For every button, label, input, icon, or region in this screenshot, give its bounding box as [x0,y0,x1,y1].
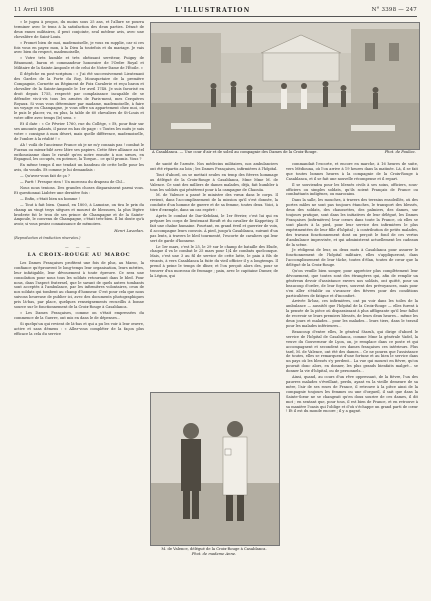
author-signature: Henri Lavedan. [114,228,144,234]
publication-title: L'ILLUSTRATION [175,6,251,14]
paragraph: En même temps il me tendait un bandeau de cette belle pour les avis, du voudis. Et comme je lui demandais : [14,163,144,173]
paragraph: Dans la salle, les mouches, à travers des terrains ensoleillés, où des portes mâles ne sont pas toujours étanches, le transport des blessés, deux des soldats, des chaussettes, des palmiers, des dames, sur toujours pratique, sont dans les initiatives de leur délégué, les Dames Françaises (infirmières) leur cœurs dans toute la France, où elles se sont placés à la pied, pour leur service des infirmières le plus expérimentées de leur fille d'hôpital ; à contribution de petits malades, des travaux fonctionnement dont on perçoit le fond de ces vertus d'ambulance improvisée, et qui administrent actuellement les cadeaux de la scène. [286,198,418,247]
paragraph: Les Dames Françaises profitent une fois de plus, au Maroc, la confiance qu'éprouvent le long-temps leur organisation, leurs mérites, leur infatigable, leur dévouement à toute épreuve. Ce sera une consolation pour nous tous les soldats retournant dans le bled. Pour nous, dans l'aspect fraternel, que le savant de quels autres tombants sont acceptés à l'ambulance, par les infirmières volontaires, ceux de nos soldats qui tombent au champ d'honneur. C'est pour cela que nous suivons heureuse de publier ici, avec des documents photographiques pris là-bas, par place, quelques renseignements recueillis à bonne source sur le fonctionnement de la Croix-Rouge à Casablanca. [14,260,144,310]
caption-text: M. de Valence, délégué de la Croix-Rouge à Casablanca. [161,547,267,551]
header-rule [14,16,417,17]
paragraph: — Enfin, c'était bien un homme ! [20,196,80,201]
page-header [14,5,417,15]
courtyard-illustration [151,23,419,149]
page-number: N° 3398 — 247 [371,7,417,13]
column-middle [150,162,278,386]
paragraph: « Promet bien de moi, mademoiselle, je vous en supplie, car si ces fois vous en payez mon, à la Dieu la toutefois et du mariage. Je vais avec bien du respect, mademoiselle, [14,40,144,55]
paragraph: Ah ! voilà de l'ancienne France où je ne m'y connais pas ! combat le Fuzeau ou mieux-bilé avec lâtre ses papiers. Cette fière alliance au tel enthousiasme dans le ravalé qu'en notre ensuite à nos sœurs, en Espagnol, les occupés, en potence, la Torque... ce qu'il promis. Vous ? [14,142,144,162]
column-right [286,162,418,586]
portrait-photo-caption [152,547,276,556]
rights-note: (Reproduction et traduction réservées.) [14,236,81,241]
portrait-illustration [151,393,279,545]
section-title: LA CROIX-ROUGE AU MAROC [27,251,131,258]
paragraph: Ainsi, quand, au cours d'un rêve oppressant, de la fièvre, l'un des pauvres malades s'éveillant, perdu, ayant vu la vieille demeure de sa mère, l'air de ses roses de France, il retrouve à la pièce ainsi de la compagnie toujours les femmes ou une d'orgueil, il sait que dans la Sainte-Sœur ne se changeait qu'en doux sourire de ces dames, il dit mot ; en sentant que, pour tous, il est bien de France, et en retrouve à sa manière l'oasis qui l'oblige et d'où s'échappe un grand parti de cœur ! Et il est du monde encore ; il y a gagné. [286,375,418,414]
paragraph: — Qu'avez-vous fait de ça ? [20,174,70,179]
paragraph: Il se souviendra pour les blessés civils à ses soins, officiers, sous-officiers ou simples soldats, qu'ils soient Français de France ou combattants indigènes, ou marocains. [286,182,418,197]
paragraph: M. de Valence a passé le ministre des vœux dans le corps. Il revient, dans l'accomplissement de la mission qu'il s'est donnée, la conduite d'un homme de guerre et de sa femme, toutes deux. Voici, à titre d'exemple, dans un cas espéré : [150,193,278,213]
paragraph: commandait l'escorte, et encore en marche, à 16 heures de suite, vers Médiouna, où l'on arrive à 19 heures dans la matinée. Là, il se fait que toutes bonnes heures à la compagnie de la Croix-Rouge à Casablanca, et il se fait une nouvelle récompense et il repart. [286,162,418,181]
paragraph: Arrivée là-bas, ces infirmières, ont pu voir dans les toiles de la ambulance — aussitôt que l'hôpital de la Croix-Rouge — elles furent à la pensée de la pièce où disparaissant à plus affligeante qu'il leur fallut de recevoir se leurs premiers blessés, de leurs deux heures... même les deux jours et malades... pour les malades... leurs tiers, dans le travail pour les malades inférieures... [286,299,418,328]
paragraph: Et il date : « Ce Février 1760, rue du Collège, « Et, pour finir sur ses amounts galants, il passe en bas de page : « Toutes les nuits je suis votre « consigne à mon désert, mais quelle différence, mademoiselle, de l'ombre à la réalité ! » [14,122,144,141]
paragraph: Je rédigerai de leur, ou deux mots à Casablanca pour assurer le fonctionnement de l'hôpital militaire, elles s'appliqueront, dans l'accomplissement de leur tâche, toutes d'élan, toutes de cœur que la délégué de la Croix-Rouge. [286,248,418,268]
paragraph: Beaucoup d'entre elles, le général Staruh, qui dirige d'abord le service de l'hôpital de Casablanca, comme Mme la générale Vadel, la veuve du Gouverneur de Lyon, on, je remplace dans ce poste et qui accompagnent et secondent ces dames françaises ces intérieurs. Plus tard, M. de Valence, ont été des dames... Ce ne pourra que l'assistance de toutes, elles se remarquent d'une fortune et au bien le service dans un pays où les blessés s'y perdent... La vue qui mourut en fièvre, qu'on pouvait donc alors, en donner, les plus grands bienfaits malgré... se donner la vie d'hôpital, ou de personnels... [286,329,418,374]
paragraph: — Tout à fait bien. Quand, en 1800, à Lamoine, on tira le prix du champ au vingt troys siègues et mourut de blessures, la plus légère broderie fut le trou de ses prince de Champagne et de la Sainte-Ampoule, le convenu de Champagne, c'était très-bien. Il lui doute qu'à avoir, si vous pesiez connaissance de mémoires. [14,202,144,227]
paragraph: Qu'on veuille bien songer, pour apprécier plus complètement leur dévouement, que toutes sont des étrangères qui, afin de remplir un généreux devoir d'assistance envers nos soldats, ont quitté, pour un beaucoup d'ordre, de leur foyers, souvent des prévoyances, mais pour s'en aller s'établir ou s'avancer des fièvres pour des conditions particulières de fatigue et d'inconfort. [286,269,418,298]
section-separator: — — — [64,245,94,250]
paragraph: Tout d'abord, on se mettait seules en temp des fièvres hommage au délégué de la Croix-Rouge à Casablanca, Mme Mme M. de Valence. Ce sont des milliers de dames malades, déjà, fait humbler à tous les soldats qui pénètrent pour à la campagne de Chaouïa. [150,172,278,192]
photo-credit: Phot. de Pauliac. [384,150,416,154]
paragraph: « le jugea à propos, du moins sous 25 ans, et l'allure se pourra terminer avec le tems à la satisfaction des deux parties. Dénué de deux ennes militaires, il peut conjointe, seul médeur avis, avec une chevalière de Saint-Louis. [14,20,144,39]
column-left [14,20,144,588]
paragraph: de santé de l'armée. Nos médecins militaires, nos ambulanciers ont été répartis au loin ; les Dames Françaises, infirmières à l'hôpital. [150,162,278,171]
issue-date: 11 Avril 1908 [14,7,55,13]
paragraph: Il dépêche en post-scriptum : « J'ai été successivement Lieutenant des Gardes de la Porte du Roy, Mousquetaire de la première Compagnie, Cornette au Régiment de Foix Cavalerie et reçu baron et chevalier de la Sainte-Ampoule le 1er avril 1748. Je suis favorisé en droit depuis 1755, respecté par complaisance incapable de se défendre vis-à-vis tous les armées de Paris-ment, mes Cerquères Royaux. Si vous vous déterminer par madame, mademoiselle, à faire un voyage en Champagne, je vous offre un appartement chez moi, où le puis le placer, vu, en plus, la table de 60 chevaliers de St-Louis et votre offre avec temps (le) sens. » [14,72,144,121]
paragraph: « Votre très humble et très obéissant serviteur, Fuigny de Béaumont, baron et commandeur honoraire de l'Ordre Royal et Militaire de la Sainte Ampoule et de celui de Notre-Dame de l'Étoile. » [14,56,144,71]
paragraph: Si quelqu'un qui revient de là-bas et qui a pu les voir à leur œuvre, active et sans démens : « Allez-vous compléter de la façon plus efficace la cela du service [14,321,144,336]
photo-credit: Phot. de madame Anne. [191,551,237,556]
paragraph: « Les Dames Françaises, comme on s'était empressées du commence de la Guerre, ont mis en dans le de dépenses... [14,310,144,320]
caption-text: A Casablanca. — Une cour d'air et de soleil au compagnie des Dames de la Croix-Rouge. [152,150,318,154]
paragraph: — Partt ! Presque rien ! Un morceau du drapeau de Chl... [20,180,126,185]
courtyard-photo [150,22,420,150]
courtyard-photo-caption [152,150,416,155]
paragraph: Après le combat de Dar-Kebdani, le 1er février, c'est lui qui en prépare les corps de lieutenant Rieuft et du cavalier de Kappetiuy. Il fait une chaîne humaine. Pourtant, en grand éveil et guerrier de voix, il accompagne leurs convois. À pied, jusqu'à Casablanca, suivant d'un pas lents, à travers le bled tourmenté, l'escorte de cavaliers qui leur sert de garde d'honneur. [150,214,278,243]
portrait-photo [150,392,280,546]
paragraph: Le 1er mars, c'est le 25, le 29 sur le champ de bataille des Elude, chaque il va le combat le 25 mars pour 1/4 de combats quelconque. Mais, c'est une 3 au fil de service de cette lutte, le pain à fils de vivants, à vers Casablanca la fuite du vieil officier il y a longtemps. Il prend à peine le temps de dîner, et l'on perçoit alors des, pour se trouver d'un morceau de fromage ; pain, avec le capitaine Dumer, de la Légion, qui [150,244,278,278]
paragraph: Nous nous tenions. Des grandes choses disparaissent parmi vous. Et questionnai Liabère une dernière fois : [14,186,144,195]
